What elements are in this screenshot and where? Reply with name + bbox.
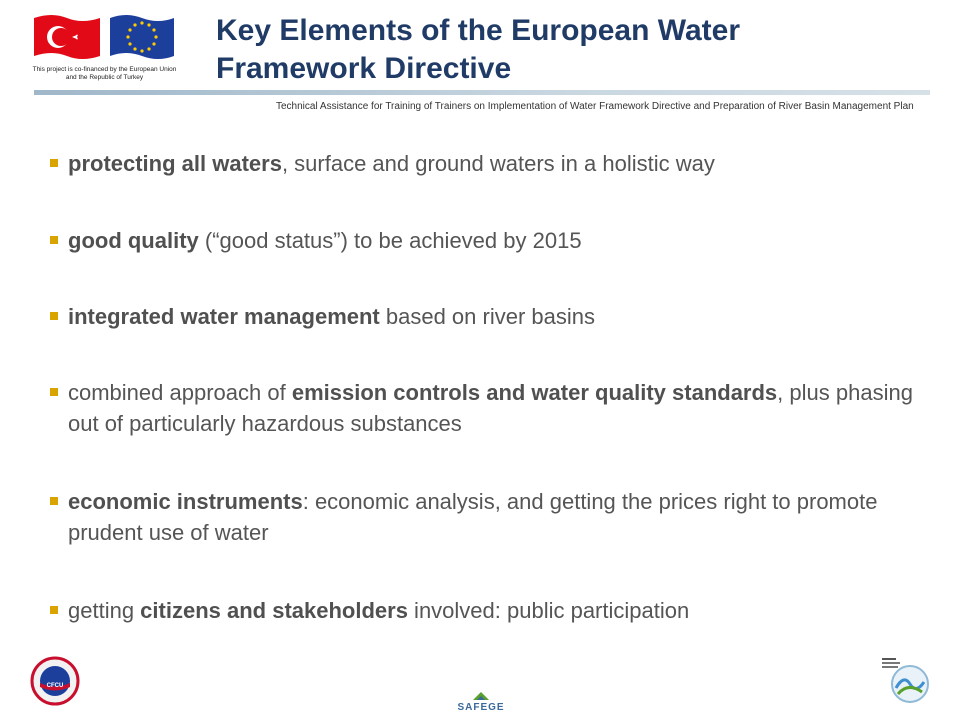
safege-mark-icon — [471, 690, 491, 702]
ministry-logo-icon — [878, 654, 934, 710]
bullet-text: based on river basins — [379, 304, 595, 329]
bullet-text: , plus phasing out of particularly hazardous substances — [68, 380, 913, 436]
turkey-flag-icon — [32, 12, 102, 62]
bullet-bold: economic instruments — [68, 489, 303, 514]
list-item — [50, 301, 595, 332]
title-line-2: Framework Directive — [216, 52, 512, 85]
bullet-bold: protecting all waters — [68, 151, 282, 176]
bullet-text: (“good status”) to be achieved by 2015 — [198, 228, 582, 253]
bullet-marker-icon — [50, 606, 58, 614]
header-divider — [34, 90, 930, 95]
bullet-bold: good quality — [68, 228, 199, 253]
safege-brand-text: SAFEGE — [457, 702, 505, 713]
eu-flag-icon — [108, 12, 176, 62]
project-subtitle: Technical Assistance for Training of Trainers on Implementation of Water Framework Directive and Preparation of River Basin Management Plan — [276, 101, 914, 112]
title-line-1: Key Elements of the European Water — [216, 14, 741, 47]
bullet-bold: citizens and stakeholders — [140, 598, 408, 623]
header-logos — [32, 8, 177, 90]
bullet-marker-icon — [50, 497, 58, 505]
bullet-marker-icon — [50, 159, 58, 167]
list-item — [50, 595, 689, 626]
cfcu-logo-text: CFCU — [46, 683, 64, 689]
cfcu-logo-icon — [30, 656, 80, 706]
bullet-marker-icon — [50, 236, 58, 244]
bullet-text: , surface and ground waters in a holistic way — [281, 151, 715, 176]
list-item — [50, 377, 930, 439]
bullet-text-lead: getting — [68, 598, 141, 623]
bullet-bold: emission controls and water quality standards — [291, 380, 778, 405]
list-item — [50, 225, 582, 256]
list-item — [50, 148, 715, 179]
bullet-text-lead: combined approach of — [68, 380, 292, 405]
bullet-marker-icon — [50, 312, 58, 320]
page-title — [216, 12, 936, 88]
logo-caption: This project is co-financed by the European Union and the Republic of Turkey — [32, 66, 177, 81]
bullet-bold: integrated water management — [68, 304, 380, 329]
bullet-text: : economic analysis, and getting the prices right to promote prudent use of water — [68, 489, 878, 545]
list-item — [50, 486, 930, 548]
safege-logo — [446, 690, 516, 716]
bullet-marker-icon — [50, 388, 58, 396]
bullet-text: involved: public participation — [407, 598, 690, 623]
